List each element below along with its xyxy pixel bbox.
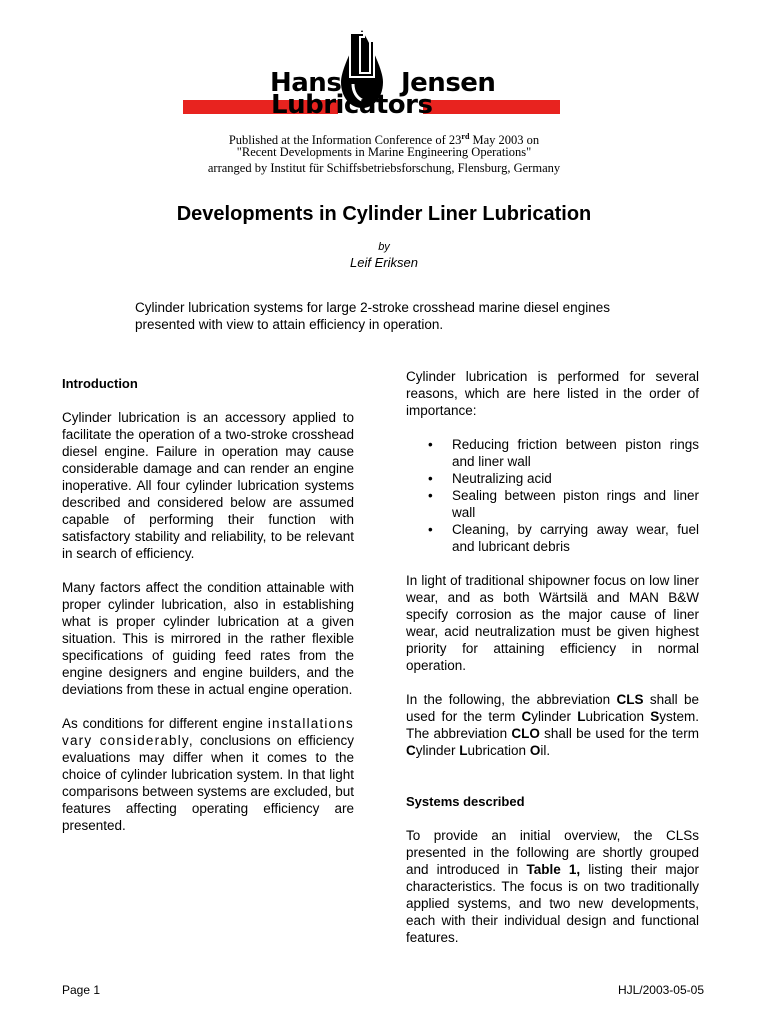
paragraph: In the following, the abbreviation CLS shall be used for the term Cylinder Lubrication System. The abbreviation CLO shall be used for the term Cylinder Lubrication Oil. [406,692,699,758]
section-heading-systems-described: Systems described [406,794,525,809]
document-title: Developments in Cylinder Liner Lubrication [176,203,592,225]
section-heading-introduction: Introduction [62,376,138,391]
list-item: • Reducing friction between piston rings and liner wall [406,436,699,470]
list-item: • Cleaning, by carrying away wear, fuel and lubricant debris [406,521,699,555]
reasons-list [406,436,699,555]
company-logo [183,26,560,122]
paragraph: Cylinder lubrication is an accessory applied to facilitate the operation of a two-stroke crosshead diesel engine. Failure in operation may cause considerable damage and can render an engine inoperative. All four cylinder lubrication systems described and considered below are assumed capable of performing their function with satisfactory stability and reliability, to be relevant in search of efficiency. [62,410,354,561]
paragraph: In light of traditional shipowner focus on low liner wear, and as both Wärtsilä and MAN B&W specify corrosion as the major cause of liner wear, acid neutralization must be given highest priority for attaining efficiency in normal operation. [406,573,699,673]
paragraph: Many factors affect the condition attainable with proper cylinder lubrication, also in establishing what is proper cylinder lubrication at a given situation. This is mirrored in the rather flexible specifications of guiding feed rates from the engine designers and engine builders, and the deviations from these in actual engine operation. [62,580,354,697]
abstract: Cylinder lubrication systems for large 2-stroke crosshead marine diesel engines presented with view to attain efficiency in operation. [135,300,610,332]
publication-line-3: arranged by Institut für Schiffsbetriebsforschung, Flensburg, Germany [207,161,561,175]
list-item: • Sealing between piston rings and liner wall [406,487,699,521]
paragraph: Cylinder lubrication is performed for several reasons, which are here listed in the order of importance: [406,369,699,418]
document-reference: HJL/2003-05-05 [617,983,704,997]
author-name: Leif Eriksen [350,255,418,270]
right-column [406,368,699,963]
publication-line-1: Published at the Information Conference of 23rd May 2003 on [228,132,540,148]
list-item: • Neutralizing acid [406,470,699,487]
paragraph: As conditions for different engine installations vary considerably, conclusions on efficiency evaluations may differ when it comes to the choice of cylinder lubrication system. In that light comparisons between systems are excluded, but features affecting operating efficiency are presented. [62,716,354,833]
byline-by: by [378,241,390,253]
page-number: Page 1 [62,983,101,997]
logo-word-lubricators: Lubricators [271,90,433,120]
logo-word-hans: Hans [270,68,342,98]
left-column [62,375,354,851]
logo-red-bar-right [423,100,560,114]
paragraph: To provide an initial overview, the CLSs presented in the following are shortly grouped and introduced in Table 1, listing their major characteristics. The focus is on two traditionally applied systems, and two new developments, each with their individual design and functional features. [406,828,699,945]
publication-line-2: "Recent Developments in Marine Engineering Operations" [236,145,532,159]
logo-word-jensen: Jensen [401,68,496,98]
